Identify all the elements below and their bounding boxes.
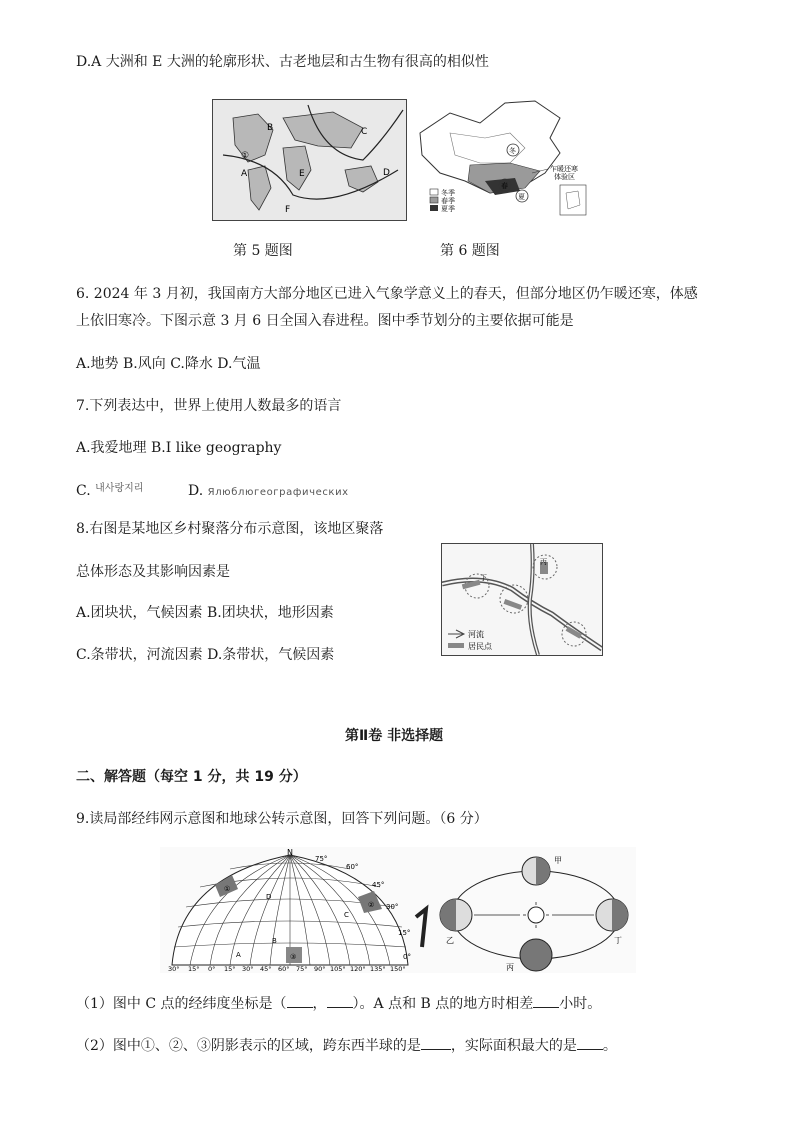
fig5-label-f: F — [285, 205, 291, 215]
figure-6-caption: 第 6 题图 — [440, 243, 500, 259]
orbit-label-yi: 乙 — [446, 936, 454, 945]
fig9-point-d: D — [266, 893, 272, 901]
fig6-legend-winter: 冬季 — [441, 189, 455, 197]
fig9-region-1: ① — [224, 885, 231, 893]
fig6-mark-winter: 冬 — [509, 147, 516, 155]
q9-sub2-blank-cross-hemisphere[interactable] — [421, 1035, 451, 1050]
fig9-lon-9: 105° — [330, 965, 346, 973]
figure-9-graphic — [160, 847, 636, 973]
q9-sub2-part-c: 。 — [602, 1038, 617, 1054]
q9-sub1-part-a: （1）图中 C 点的经纬度坐标是（ — [76, 996, 287, 1012]
fig9-region-3: ③ — [290, 953, 297, 961]
fig9-lon-8: 90° — [314, 965, 326, 973]
q8-stem-line2: 总体形态及其影响因素是 — [76, 564, 230, 580]
section-2-title: 第Ⅱ卷 非选择题 — [345, 728, 444, 744]
fig5-label-b: B — [267, 123, 274, 133]
fig9-lat-30: 30° — [386, 903, 399, 911]
q8-stem-line1: 8.右图是某地区乡村聚落分布示意图，该地区聚落 — [76, 521, 384, 537]
fig6-mark-spring: 春 — [501, 182, 508, 190]
q9-sub1-separator: ， — [312, 996, 327, 1012]
fig9-lon-3: 15° — [224, 965, 236, 973]
section-2-heading: 二、解答题（每空 1 分，共 19 分） — [76, 769, 307, 785]
fig5-label-e: E — [299, 169, 305, 179]
orbit-label-jia: 甲 — [554, 856, 562, 865]
fig9-lon-7: 75° — [296, 965, 308, 973]
fig9-lat-0: 0° — [403, 953, 411, 961]
fig5-label-c: C — [361, 127, 368, 137]
q9-sub2 — [76, 1035, 617, 1056]
q9-sub1-blank-latitude[interactable] — [327, 993, 353, 1008]
q6-stem-line2: 上依旧寒冷。下图示意 3 月 6 日全国入春进程。图中季节划分的主要依据可能是 — [76, 313, 574, 329]
fig9-lat-15: 15° — [398, 929, 411, 937]
figure-5-caption: 第 5 题图 — [233, 243, 293, 259]
fig9-lon-4: 30° — [242, 965, 254, 973]
china-map-graphic — [410, 93, 590, 220]
fig9-lon-12: 150° — [390, 965, 406, 973]
fig9-lon-10: 120° — [350, 965, 366, 973]
q9-sub2-part-a: （2）图中①、②、③阴影表示的区域，跨东西半球的是 — [76, 1038, 421, 1054]
q7-options-ab: A.我爱地理 B.I like geography — [76, 440, 282, 456]
q8-options-cd: C.条带状，河流因素 D.条带状，气候因素 — [76, 647, 335, 663]
fig9-lon-1: 15° — [188, 965, 200, 973]
fig9-lon-5: 45° — [260, 965, 272, 973]
fig9-lon-11: 135° — [370, 965, 386, 973]
q9-sub1 — [76, 993, 601, 1014]
q6-stem-line1: 6. 2024 年 3 月初，我国南方大部分地区已进入气象学意义上的春天，但部分地区仍乍暖还寒，体感 — [76, 286, 698, 302]
q9-stem: 9.读局部经纬网示意图和地球公转示意图，回答下列问题。（6 分） — [76, 811, 488, 827]
q7-option-c-prefix: C. — [76, 483, 91, 499]
plate-map-graphic — [213, 100, 406, 220]
q7-option-d — [188, 481, 349, 503]
fig9-point-c: C — [344, 911, 349, 919]
q7-option-c — [76, 481, 143, 503]
fig5-label-1: ① — [241, 151, 250, 161]
q5-option-d: D.A 大洲和 E 大洲的轮廓形状、古老地层和古生物有很高的相似性 — [76, 54, 489, 70]
q7-option-d-prefix: D. — [188, 483, 204, 499]
q7-option-c-text: 내사랑지리 — [95, 483, 144, 494]
orbit-label-ding: 丁 — [614, 936, 622, 945]
figure-9 — [160, 847, 636, 973]
fig5-label-a: A — [241, 169, 248, 179]
q6-options: A.地势 B.风向 C.降水 D.气温 — [76, 356, 261, 372]
orbit-label-bing: 丙 — [506, 963, 514, 972]
fig6-inset-label-2: 体验区 — [554, 173, 575, 181]
settlement-map-graphic — [442, 544, 602, 655]
q9-sub1-blank-longitude[interactable] — [287, 993, 313, 1008]
fig9-lat-45: 45° — [372, 881, 385, 889]
fig8-mark-ding: 丁 — [480, 574, 487, 582]
fig9-lat-75: 75° — [315, 855, 328, 863]
fig6-mark-summer: 夏 — [518, 193, 525, 201]
figure-8-settlement-map — [441, 543, 603, 656]
q8-options-ab: A.团块状，气候因素 B.团块状，地形因素 — [76, 605, 334, 621]
q7-stem: 7.下列表达中，世界上使用人数最多的语言 — [76, 398, 342, 414]
q7-option-d-text: Ялюблюгеографических — [207, 487, 349, 498]
q9-sub1-blank-hours[interactable] — [533, 993, 559, 1008]
fig6-inset-label-1: 乍暖还寒 — [550, 165, 578, 173]
fig9-lat-60: 60° — [346, 863, 359, 871]
figure-6-china-spring-map — [410, 93, 590, 220]
fig8-legend-river: 河流 — [468, 630, 484, 639]
q9-sub1-part-c: 小时。 — [559, 996, 602, 1012]
q9-sub2-part-b: ，实际面积最大的是 — [450, 1038, 577, 1054]
fig8-mark-bing: 丙 — [540, 558, 547, 566]
fig9-label-n: N — [287, 848, 293, 857]
fig9-point-b: B — [272, 937, 277, 945]
fig6-legend-spring: 春季 — [441, 197, 455, 205]
fig6-legend-summer: 夏季 — [441, 205, 455, 213]
fig5-label-d: D — [383, 168, 390, 178]
fig9-lon-2: 0° — [208, 965, 216, 973]
q9-sub1-part-b: ）。A 点和 B 点的地方时相差 — [352, 996, 534, 1012]
fig9-lon-0: 30° — [168, 965, 180, 973]
fig9-point-a: A — [236, 951, 241, 959]
fig8-legend-settlement: 居民点 — [468, 642, 492, 651]
q9-sub2-blank-largest-area[interactable] — [577, 1035, 603, 1050]
fig9-lon-6: 60° — [278, 965, 290, 973]
fig9-region-2: ② — [368, 901, 375, 909]
figure-5-plate-map — [212, 99, 407, 221]
